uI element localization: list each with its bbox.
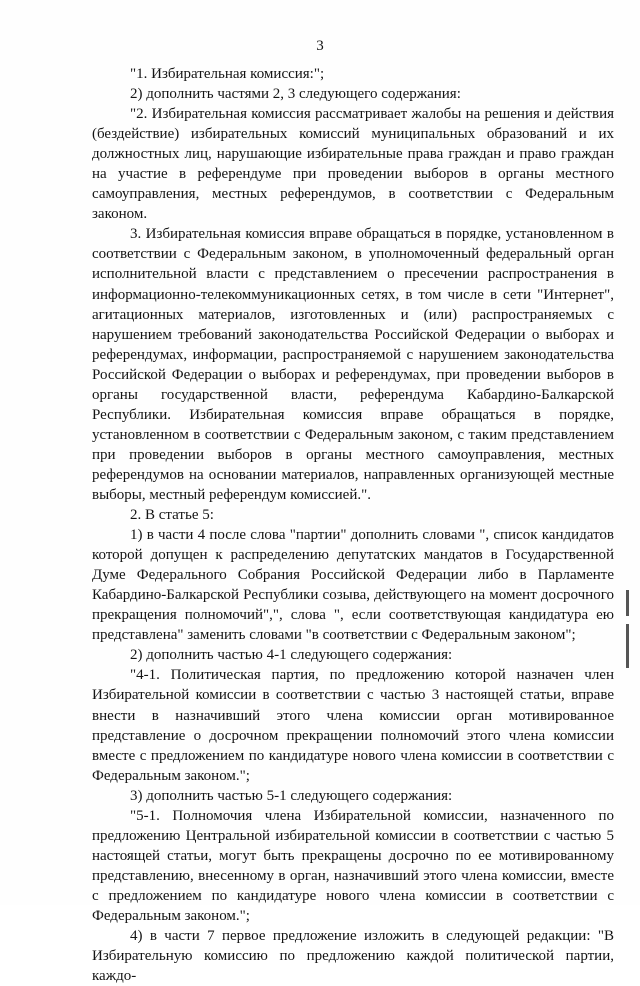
paragraph-article-5-item-3: 3) дополнить частью 5-1 следующего содержания: — [130, 787, 453, 804]
paragraph-part-2: "2. Избирательная комиссия рассматривает жалобы на решения и действия (бездействие) избирательных комиссий муниципальных образований и их должностных лиц, нарушающие избирательные права граждан и право граждан на участие в референдуме при проведении выборов в органы местного самоуправления, местных референдумов, в соответствии с Федеральным законом. — [92, 106, 614, 223]
paragraph-article-5-item-1: 1) в части 4 после слова "партии" дополнить словами ", список кандидатов которой допущен к распределению депутатских мандатов в Государственной Думе Федерального Собрания Российской Федерации либо в Парламенте Кабардино-Балкарской Республики созыва, действующего на момент досрочного прекращения полномочий",", слова ", если соответствующая кандидатура ею представлена" заменить словами "в соответствии с Федеральным законом"; — [92, 527, 614, 644]
paragraph-article-5-item-2: 2) дополнить частью 4-1 следующего содержания: — [130, 647, 453, 664]
page-number: 3 — [316, 38, 324, 54]
paragraph-part-5-1: "5-1. Полномочия члена Избирательной комиссии, назначенного по предложению Центральной избирательной комиссии в соответствии с частью 5 настоящей статьи, могут быть прекращены досрочно по ее мотивированному представлению, внесенному в орган, назначивший этого члена комиссии, вместе с предложением по кандидатуре нового члена комиссии в соответствии с Федеральным законом."; — [92, 807, 614, 924]
document-body — [92, 64, 614, 986]
paragraph-part-3: 3. Избирательная комиссия вправе обращаться в порядке, установленном в соответствии с Федеральным законом, в уполномоченный федеральный орган исполнительной власти с представлением о пресечении распространения в информационно-телекоммуникационных сетях, в том числе в сети "Интернет", агитационных материалов, изготовленных и (или) распространяемых с нарушением требований законодательства Российской Федерации о выборах и референдумах, информации, распространяемой с нарушением законодательства Российской Федерации о выборах и референдумах, при проведении выборов в органы государственной власти, референдума Кабардино-Балкарской Республики. Избирательная комиссия вправе обращаться в порядке, установленном в соответствии с Федеральным законом, с таким представлением при проведении выборов в органы местного самоуправления, местных референдумов на основании материалов, направленных организующей местные выборы, местный референдум комиссией.". — [92, 226, 614, 503]
paragraph-article-5-item-4: 4) в части 7 первое предложение изложить в следующей редакции: "В Избирательную комиссию по предложению каждой политической партии, каждо- — [92, 928, 614, 985]
paragraph-article-5-heading: 2. В статье 5: — [130, 507, 214, 524]
paragraph-quote-1-heading: "1. Избирательная комиссия:"; — [130, 66, 325, 82]
scan-edge-mark — [626, 624, 629, 668]
paragraph-item-2-intro: 2) дополнить частями 2, 3 следующего содержания: — [130, 86, 461, 103]
scan-edge-mark — [626, 590, 629, 616]
paragraph-part-4-1: "4-1. Политическая партия, по предложению которой назначен член Избирательной комиссии в соответствии с частью 3 настоящей статьи, вправе внести в назначивший этого члена комиссии орган мотивированное представление о досрочном прекращении полномочий этого члена комиссии вместе с предложением по кандидатуре нового члена комиссии в соответствии с Федеральным законом."; — [92, 667, 614, 784]
